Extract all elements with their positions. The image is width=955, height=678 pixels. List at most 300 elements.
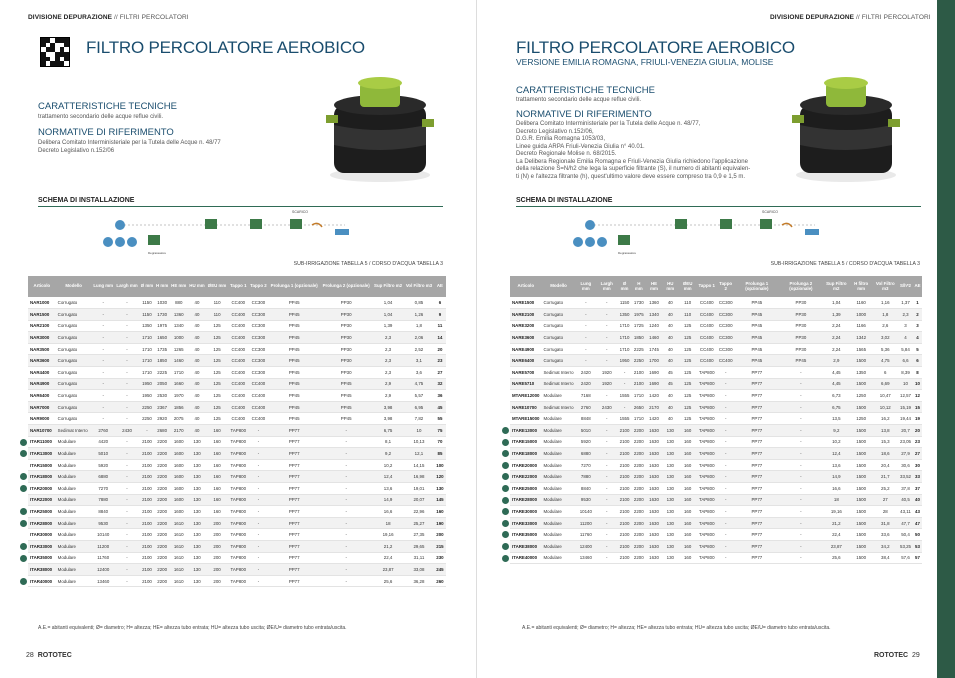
table-row bbox=[510, 332, 922, 344]
table-cell: 40,5 bbox=[898, 494, 913, 506]
table-cell: TAP800 bbox=[697, 506, 717, 518]
table-row bbox=[28, 378, 446, 390]
column-header: Prolunga 1 (opzionale) bbox=[735, 276, 779, 297]
table-cell: CC400 bbox=[697, 332, 717, 344]
table-cell: Modulare bbox=[56, 459, 92, 471]
table-row bbox=[510, 483, 922, 495]
table-cell: 160 bbox=[206, 494, 228, 506]
table-cell: 23,87 bbox=[372, 564, 404, 576]
table-cell: 2100 bbox=[139, 540, 154, 552]
table-cell: Corrugato bbox=[542, 309, 576, 321]
table-cell: 6880 bbox=[576, 448, 597, 460]
table-cell: - bbox=[779, 529, 823, 541]
table-cell: 2760 bbox=[576, 401, 597, 413]
table-cell: 2100 bbox=[617, 517, 631, 529]
table-cell: ITARE30000 bbox=[510, 506, 542, 518]
table-cell: - bbox=[779, 413, 823, 425]
table-cell: PP45 bbox=[735, 332, 779, 344]
table-cell: TAP800 bbox=[228, 575, 249, 587]
footnote: A.E.= abitanti equivalenti; Ø= diametro; H= altezza; HE= altezza tubo entrata; HU= altezza tubo uscita; ØE/U= diametro tubo entrata/uscita. bbox=[522, 625, 831, 631]
table-cell: 2,3 bbox=[898, 309, 913, 321]
table-cell: - bbox=[249, 436, 269, 448]
table-cell: Corrugato bbox=[56, 413, 92, 425]
table-cell: TAP800 bbox=[697, 552, 717, 564]
table-cell: - bbox=[115, 471, 140, 483]
table-row bbox=[28, 401, 446, 413]
column-header: Prolunga 1 (opzionale) bbox=[268, 276, 320, 297]
table-cell: 2430 bbox=[115, 425, 140, 437]
table-cell: - bbox=[717, 494, 735, 506]
table-cell: 40 bbox=[188, 343, 206, 355]
table-cell: 160 bbox=[678, 459, 697, 471]
table-cell: PP77 bbox=[268, 425, 320, 437]
table-cell: - bbox=[779, 367, 823, 379]
table-cell: 15,19 bbox=[898, 401, 913, 413]
table-cell: 1600 bbox=[170, 459, 188, 471]
table-cell: - bbox=[115, 529, 140, 541]
table-cell: 1000 bbox=[850, 309, 873, 321]
table-cell: Corrugato bbox=[56, 309, 92, 321]
table-cell: 1,37 bbox=[898, 297, 913, 309]
table-cell: 2075 bbox=[170, 413, 188, 425]
table-cell: 2225 bbox=[632, 343, 646, 355]
table-cell: 130 bbox=[188, 494, 206, 506]
table-cell: - bbox=[717, 367, 735, 379]
table-cell: - bbox=[249, 529, 269, 541]
table-cell: 130 bbox=[662, 459, 678, 471]
table-cell: CC400 bbox=[249, 413, 269, 425]
table-cell: 1710 bbox=[139, 332, 154, 344]
table-cell: 2,3 bbox=[372, 332, 404, 344]
table-cell: - bbox=[92, 343, 115, 355]
table-cell: ITAR13000 bbox=[28, 448, 56, 460]
table-cell: ITAR40000 bbox=[28, 575, 56, 587]
table-cell: 2200 bbox=[155, 529, 170, 541]
table-cell: ITARE40000 bbox=[510, 552, 542, 564]
table-cell: CC400 bbox=[228, 390, 249, 402]
modular-badge-icon bbox=[20, 520, 27, 527]
table-cell: 3,98 bbox=[372, 413, 404, 425]
table-cell: Corrugato bbox=[542, 320, 576, 332]
table-row bbox=[510, 355, 922, 367]
table-cell: - bbox=[779, 448, 823, 460]
table-row bbox=[28, 320, 446, 332]
table-cell: 8840 bbox=[576, 483, 597, 495]
table-cell: - bbox=[92, 413, 115, 425]
table-cell: 2100 bbox=[617, 552, 631, 564]
table-cell: 20,4 bbox=[873, 459, 898, 471]
table-cell: PP77 bbox=[735, 390, 779, 402]
column-header: Vol Filtro m3 bbox=[404, 276, 434, 297]
table-cell: 22,4 bbox=[372, 552, 404, 564]
table-cell: 5920 bbox=[92, 459, 115, 471]
table-cell: 130 bbox=[188, 529, 206, 541]
table-cell: 12,57 bbox=[898, 390, 913, 402]
table-cell: - bbox=[779, 390, 823, 402]
table-cell: 31,8 bbox=[873, 517, 898, 529]
table-cell: 5,84 bbox=[898, 343, 913, 355]
table-cell: 10 bbox=[913, 378, 922, 390]
table-cell: PP77 bbox=[735, 517, 779, 529]
table-cell: 4,75 bbox=[873, 355, 898, 367]
table-row bbox=[510, 425, 922, 437]
table-cell: Modulare bbox=[542, 506, 576, 518]
table-cell: 100 bbox=[434, 459, 446, 471]
table-cell: PP30 bbox=[779, 297, 823, 309]
table-cell: Modulare bbox=[56, 552, 92, 564]
table-cell: TAP800 bbox=[228, 436, 249, 448]
table-cell: 125 bbox=[678, 367, 697, 379]
page-title: FILTRO PERCOLATORE AEROBICO bbox=[86, 38, 365, 57]
table-cell: 5,57 bbox=[404, 390, 434, 402]
table-cell: 38,4 bbox=[873, 552, 898, 564]
table-cell: - bbox=[320, 564, 372, 576]
table-row bbox=[510, 297, 922, 309]
table-cell: 1,8 bbox=[404, 320, 434, 332]
table-cell: Modulare bbox=[542, 413, 576, 425]
table-cell: CC400 bbox=[228, 332, 249, 344]
table-cell: - bbox=[717, 378, 735, 390]
table-cell: 18 bbox=[823, 494, 850, 506]
table-cell: CC400 bbox=[228, 378, 249, 390]
table-cell: CC400 bbox=[717, 355, 735, 367]
table-cell: - bbox=[115, 367, 140, 379]
column-header: Sup Filtro m2 bbox=[372, 276, 404, 297]
table-cell: NAR1000 bbox=[28, 297, 56, 309]
table-cell: 25,6 bbox=[823, 552, 850, 564]
table-cell: ITAR28000 bbox=[28, 517, 56, 529]
table-cell: Modulare bbox=[542, 459, 576, 471]
table-cell: PP77 bbox=[268, 459, 320, 471]
table-cell: - bbox=[115, 332, 140, 344]
table-cell: 125 bbox=[206, 401, 228, 413]
table-cell: PP77 bbox=[735, 483, 779, 495]
table-row bbox=[510, 436, 922, 448]
table-cell: 1600 bbox=[170, 494, 188, 506]
table-cell: TAP800 bbox=[228, 517, 249, 529]
column-header: Prolunga 2 (opzionale) bbox=[779, 276, 823, 297]
table-cell: NAR6400 bbox=[28, 390, 56, 402]
column-header: H mm bbox=[155, 276, 170, 297]
table-row bbox=[28, 540, 446, 552]
table-cell: ITAR20000 bbox=[28, 483, 56, 495]
modular-badge-icon bbox=[20, 508, 27, 515]
table-cell: NARE3600 bbox=[510, 332, 542, 344]
table-cell: 1630 bbox=[646, 483, 662, 495]
table-cell: 1710 bbox=[170, 367, 188, 379]
table-cell: 130 bbox=[662, 506, 678, 518]
table-cell: - bbox=[115, 436, 140, 448]
table-cell: 1500 bbox=[850, 401, 873, 413]
table-row bbox=[510, 529, 922, 541]
norm-line: Decreto Regionale Molise n. 68/2015. bbox=[516, 151, 617, 157]
table-cell: 2100 bbox=[632, 367, 646, 379]
scarico-label: SCARICO bbox=[762, 210, 778, 214]
table-cell: 21,2 bbox=[823, 517, 850, 529]
table-cell: 7270 bbox=[92, 483, 115, 495]
table-cell: ITARE15000 bbox=[510, 436, 542, 448]
table-row bbox=[28, 471, 446, 483]
table-cell: 1630 bbox=[646, 517, 662, 529]
table-cell: - bbox=[717, 506, 735, 518]
column-header: S/h*2 bbox=[898, 276, 913, 297]
table-cell: - bbox=[576, 297, 597, 309]
table-row bbox=[28, 425, 446, 437]
table-cell: PP77 bbox=[735, 552, 779, 564]
table-cell: CC300 bbox=[249, 297, 269, 309]
table-cell: - bbox=[249, 483, 269, 495]
table-cell: Corrugato bbox=[542, 297, 576, 309]
table-cell: 6,73 bbox=[823, 390, 850, 402]
table-cell: 2650 bbox=[632, 401, 646, 413]
table-cell: 120 bbox=[434, 471, 446, 483]
table-cell: TAP800 bbox=[697, 517, 717, 529]
table-cell: NAR3000 bbox=[28, 332, 56, 344]
table-cell: 1710 bbox=[139, 343, 154, 355]
table-cell: 1420 bbox=[646, 390, 662, 402]
table-cell: 2100 bbox=[617, 425, 631, 437]
table-cell: Modulare bbox=[542, 540, 576, 552]
table-cell: 200 bbox=[206, 540, 228, 552]
norm-line: Decreto Legislativo n.152/06 bbox=[38, 147, 115, 154]
table-cell: TAP800 bbox=[697, 367, 717, 379]
table-cell: - bbox=[115, 378, 140, 390]
page-header: DIVISIONE DEPURAZIONE // FILTRI PERCOLATORI bbox=[28, 14, 189, 21]
table-cell: TAP800 bbox=[697, 413, 717, 425]
table-cell: 2200 bbox=[155, 506, 170, 518]
table-cell: NAR3500 bbox=[28, 343, 56, 355]
column-header: H filtro mm bbox=[850, 276, 873, 297]
page-subtitle: VERSIONE EMILIA ROMAGNA, FRIULI-VENEZIA GIULIA, MOLISE bbox=[516, 57, 774, 67]
table-cell: 3,6 bbox=[404, 367, 434, 379]
table-cell: TAP800 bbox=[697, 471, 717, 483]
page-header: DIVISIONE DEPURAZIONE // FILTRI PERCOLATORI bbox=[770, 14, 931, 21]
table-cell: ITARE20000 bbox=[510, 459, 542, 471]
table-cell: 5,36 bbox=[873, 343, 898, 355]
table-cell: - bbox=[596, 471, 617, 483]
column-header: Modello bbox=[542, 276, 576, 297]
table-cell: PP77 bbox=[735, 367, 779, 379]
table-cell: - bbox=[779, 517, 823, 529]
tech-text: trattamento secondario delle acque reflue civili. bbox=[516, 97, 642, 103]
table-cell: 2100 bbox=[139, 448, 154, 460]
table-cell: PP77 bbox=[735, 506, 779, 518]
table-cell: 10 bbox=[898, 378, 913, 390]
table-cell: 40 bbox=[188, 297, 206, 309]
table-cell: 1500 bbox=[850, 529, 873, 541]
table-cell: 130 bbox=[662, 483, 678, 495]
table-cell: 27 bbox=[873, 494, 898, 506]
table-cell: 130 bbox=[188, 517, 206, 529]
table-cell: CC400 bbox=[249, 401, 269, 413]
table-cell: 160 bbox=[678, 483, 697, 495]
table-cell: - bbox=[249, 517, 269, 529]
table-cell: 1950 bbox=[617, 355, 631, 367]
table-cell: - bbox=[115, 390, 140, 402]
table-cell: 2200 bbox=[155, 517, 170, 529]
table-cell: 1600 bbox=[170, 483, 188, 495]
table-cell: 2100 bbox=[617, 436, 631, 448]
column-header: Tappo 2 bbox=[249, 276, 269, 297]
table-cell: PP77 bbox=[268, 564, 320, 576]
table-cell: 2100 bbox=[617, 494, 631, 506]
table-row bbox=[510, 517, 922, 529]
product-image bbox=[322, 75, 437, 183]
table-cell: Modulare bbox=[542, 390, 576, 402]
table-cell: - bbox=[320, 471, 372, 483]
table-cell: 200 bbox=[434, 529, 446, 541]
table-cell: 15 bbox=[913, 401, 922, 413]
table-cell: 2,24 bbox=[823, 332, 850, 344]
table-cell: 45 bbox=[434, 401, 446, 413]
table-cell: PP30 bbox=[320, 320, 372, 332]
table-cell: PP77 bbox=[735, 529, 779, 541]
table-cell: CC400 bbox=[249, 378, 269, 390]
table-row bbox=[510, 448, 922, 460]
table-cell: 1700 bbox=[646, 355, 662, 367]
table-cell: - bbox=[717, 459, 735, 471]
table-cell: 1970 bbox=[170, 390, 188, 402]
table-row bbox=[28, 529, 446, 541]
table-cell: CC400 bbox=[697, 320, 717, 332]
table-cell: 9530 bbox=[576, 494, 597, 506]
table-cell: 1340 bbox=[646, 309, 662, 321]
table-cell: 16,98 bbox=[404, 471, 434, 483]
table-cell: 3 bbox=[913, 320, 922, 332]
table-cell: - bbox=[92, 401, 115, 413]
table-cell: 6 bbox=[913, 355, 922, 367]
table-cell: 125 bbox=[206, 413, 228, 425]
table-cell: 7880 bbox=[92, 494, 115, 506]
column-header: Articolo bbox=[28, 276, 56, 297]
column-header: ØEU mm bbox=[678, 276, 697, 297]
column-header: AE bbox=[434, 276, 446, 297]
table-cell: 2200 bbox=[155, 459, 170, 471]
table-cell: - bbox=[115, 413, 140, 425]
table-cell: - bbox=[779, 378, 823, 390]
table-cell: 4 bbox=[913, 332, 922, 344]
table-cell: 2,06 bbox=[404, 332, 434, 344]
table-row bbox=[510, 309, 922, 321]
table-cell: 4 bbox=[898, 332, 913, 344]
table-cell: 9530 bbox=[92, 517, 115, 529]
table-cell: 4,75 bbox=[404, 378, 434, 390]
table-cell: 22,96 bbox=[404, 506, 434, 518]
table-cell: 40 bbox=[662, 343, 678, 355]
table-cell: ITARE38000 bbox=[510, 540, 542, 552]
table-cell: MTARE15000 bbox=[510, 413, 542, 425]
table-cell: ITARE13000 bbox=[510, 425, 542, 437]
table-cell: 1250 bbox=[850, 390, 873, 402]
table-cell: - bbox=[596, 529, 617, 541]
table-cell: Corrugato bbox=[56, 297, 92, 309]
table-cell: ITAR25000 bbox=[28, 506, 56, 518]
table-cell: 130 bbox=[662, 494, 678, 506]
table-cell: 2200 bbox=[155, 552, 170, 564]
table-cell: 1150 bbox=[139, 309, 154, 321]
table-cell: - bbox=[92, 378, 115, 390]
schema-heading: SCHEMA DI INSTALLAZIONE bbox=[38, 197, 135, 204]
table-cell: - bbox=[249, 448, 269, 460]
table-cell: - bbox=[779, 459, 823, 471]
table-row bbox=[28, 459, 446, 471]
table-cell: 1342 bbox=[850, 332, 873, 344]
table-cell: PP30 bbox=[779, 332, 823, 344]
table-cell: 160 bbox=[678, 448, 697, 460]
table-cell: PP30 bbox=[779, 320, 823, 332]
column-header: Tappo 2 bbox=[717, 276, 735, 297]
table-cell: - bbox=[115, 575, 140, 587]
table-cell: - bbox=[779, 483, 823, 495]
table-cell: 19,01 bbox=[404, 483, 434, 495]
table-cell: 40 bbox=[662, 320, 678, 332]
table-cell: - bbox=[320, 506, 372, 518]
table-cell: TAP800 bbox=[228, 471, 249, 483]
table-cell: Corrugato bbox=[56, 367, 92, 379]
table-cell: PP77 bbox=[735, 494, 779, 506]
table-row bbox=[28, 517, 446, 529]
table-cell: 40 bbox=[662, 297, 678, 309]
table-cell: 200 bbox=[206, 529, 228, 541]
table-cell: 130 bbox=[662, 436, 678, 448]
table-cell: - bbox=[115, 401, 140, 413]
table-cell: 1630 bbox=[646, 448, 662, 460]
table-cell: ITARE25000 bbox=[510, 483, 542, 495]
table-cell: 2200 bbox=[632, 494, 646, 506]
table-cell: - bbox=[92, 332, 115, 344]
table-cell: PP77 bbox=[268, 483, 320, 495]
column-header: Sup Filtro m2 bbox=[823, 276, 850, 297]
table-cell: 130 bbox=[662, 552, 678, 564]
table-cell: 47 bbox=[913, 517, 922, 529]
table-cell: 1240 bbox=[646, 320, 662, 332]
table-cell: - bbox=[115, 297, 140, 309]
table-cell: - bbox=[779, 436, 823, 448]
table-cell: - bbox=[92, 297, 115, 309]
modular-badge-icon bbox=[502, 450, 509, 457]
table-cell: Modulare bbox=[542, 471, 576, 483]
table-cell: - bbox=[779, 506, 823, 518]
table-cell: PP45 bbox=[268, 297, 320, 309]
table-cell: 2 bbox=[913, 309, 922, 321]
tech-heading: CARATTERISTICHE TECNICHE bbox=[38, 101, 177, 112]
table-cell: 47,7 bbox=[898, 517, 913, 529]
table-cell: 10,2 bbox=[823, 436, 850, 448]
table-cell: 130 bbox=[188, 459, 206, 471]
modular-badge-icon bbox=[20, 485, 27, 492]
table-cell: 27 bbox=[913, 448, 922, 460]
table-row bbox=[28, 494, 446, 506]
table-row bbox=[28, 575, 446, 587]
table-cell: PP77 bbox=[268, 575, 320, 587]
table-cell: 2,9 bbox=[372, 378, 404, 390]
table-cell: 16,6 bbox=[372, 506, 404, 518]
table-cell: 19,16 bbox=[823, 506, 850, 518]
modular-badge-icon bbox=[502, 555, 509, 562]
table-cell: CC300 bbox=[249, 309, 269, 321]
table-cell: - bbox=[92, 390, 115, 402]
table-cell: 1360 bbox=[646, 297, 662, 309]
table-cell: 1710 bbox=[617, 320, 631, 332]
table-cell: 45 bbox=[662, 378, 678, 390]
table-cell: PP45 bbox=[268, 355, 320, 367]
table-cell: PP45 bbox=[320, 390, 372, 402]
table-row bbox=[28, 448, 446, 460]
modular-badge-icon bbox=[502, 508, 509, 515]
table-cell: 2200 bbox=[155, 494, 170, 506]
table-cell: 6,69 bbox=[873, 378, 898, 390]
table-cell: 2170 bbox=[646, 401, 662, 413]
